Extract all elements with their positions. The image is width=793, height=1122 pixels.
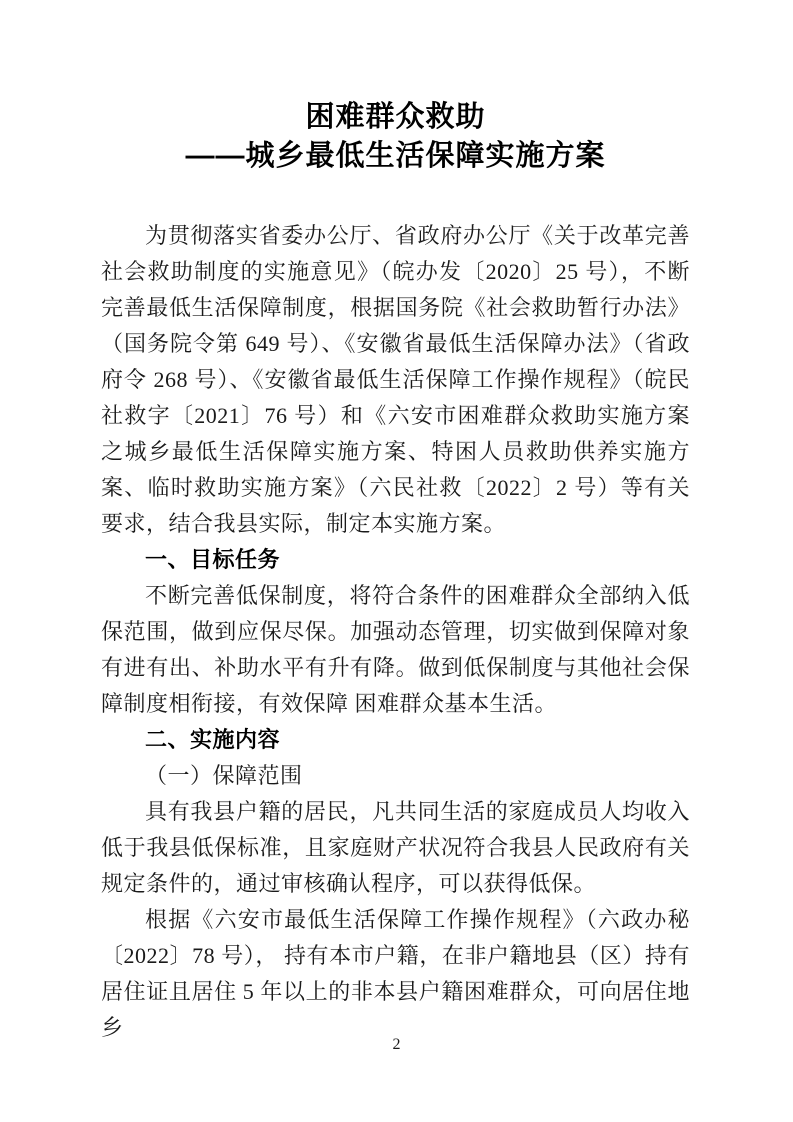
heading-implementation: 二、实施内容: [145, 727, 281, 752]
subheading-scope: （一）保障范围: [145, 763, 303, 788]
page-number: 2: [392, 1036, 401, 1053]
paragraph-scope-2: 根据《六安市最低生活保障工作操作规程》（六政办秘〔2022〕78 号）， 持有本市户籍，在非户籍地县（区）持有居住证且居住 5 年以上的非本县户籍困难群众，可向居住地乡: [101, 907, 690, 1040]
page-content: [101, 98, 690, 1046]
paragraph-goals: 不断完善低保制度，将符合条件的困难群众全部纳入低保范围，做到应保尽保。加强动态管理，切实做到保障对象有进有出、补助水平有升有降。做到低保制度与其他社会保障制度相衔接，有效保障 困难群众基本生活。: [101, 583, 690, 716]
title-line-1: 困难群众救助: [305, 101, 486, 133]
title-line-2: ——城乡最低生活保障实施方案: [185, 140, 606, 172]
document-body: [101, 218, 690, 1046]
paragraph-scope-1: 具有我县户籍的居民，凡共同生活的家庭成员人均收入低于我县低保标准，且家庭财产状况符合我县人民政府有关规定条件的，通过审核确认程序，可以获得低保。: [101, 799, 690, 896]
heading-goals: 一、目标任务: [145, 547, 281, 572]
document-title: [101, 98, 690, 176]
paragraph-intro: 为贯彻落实省委办公厅、省政府办公厅《关于改革完善社会救助制度的实施意见》（皖办发〔2020〕25 号），不断完善最低生活保障制度，根据国务院《社会救助暂行办法》（国务院令第 649 号）、《安徽省最低生活保障办法》（省政府令 268 号）、《安徽省最低生活保障工作操作规程》（皖民社救字〔2021〕76 号）和《六安市困难群众救助实施方案之城乡最低生活保障实施方案、特困人员救助供养实施方案、临时救助实施方案》（六民社救〔2022〕2 号）等有关要求，结合我县实际，制定本实施方案。: [101, 223, 690, 536]
